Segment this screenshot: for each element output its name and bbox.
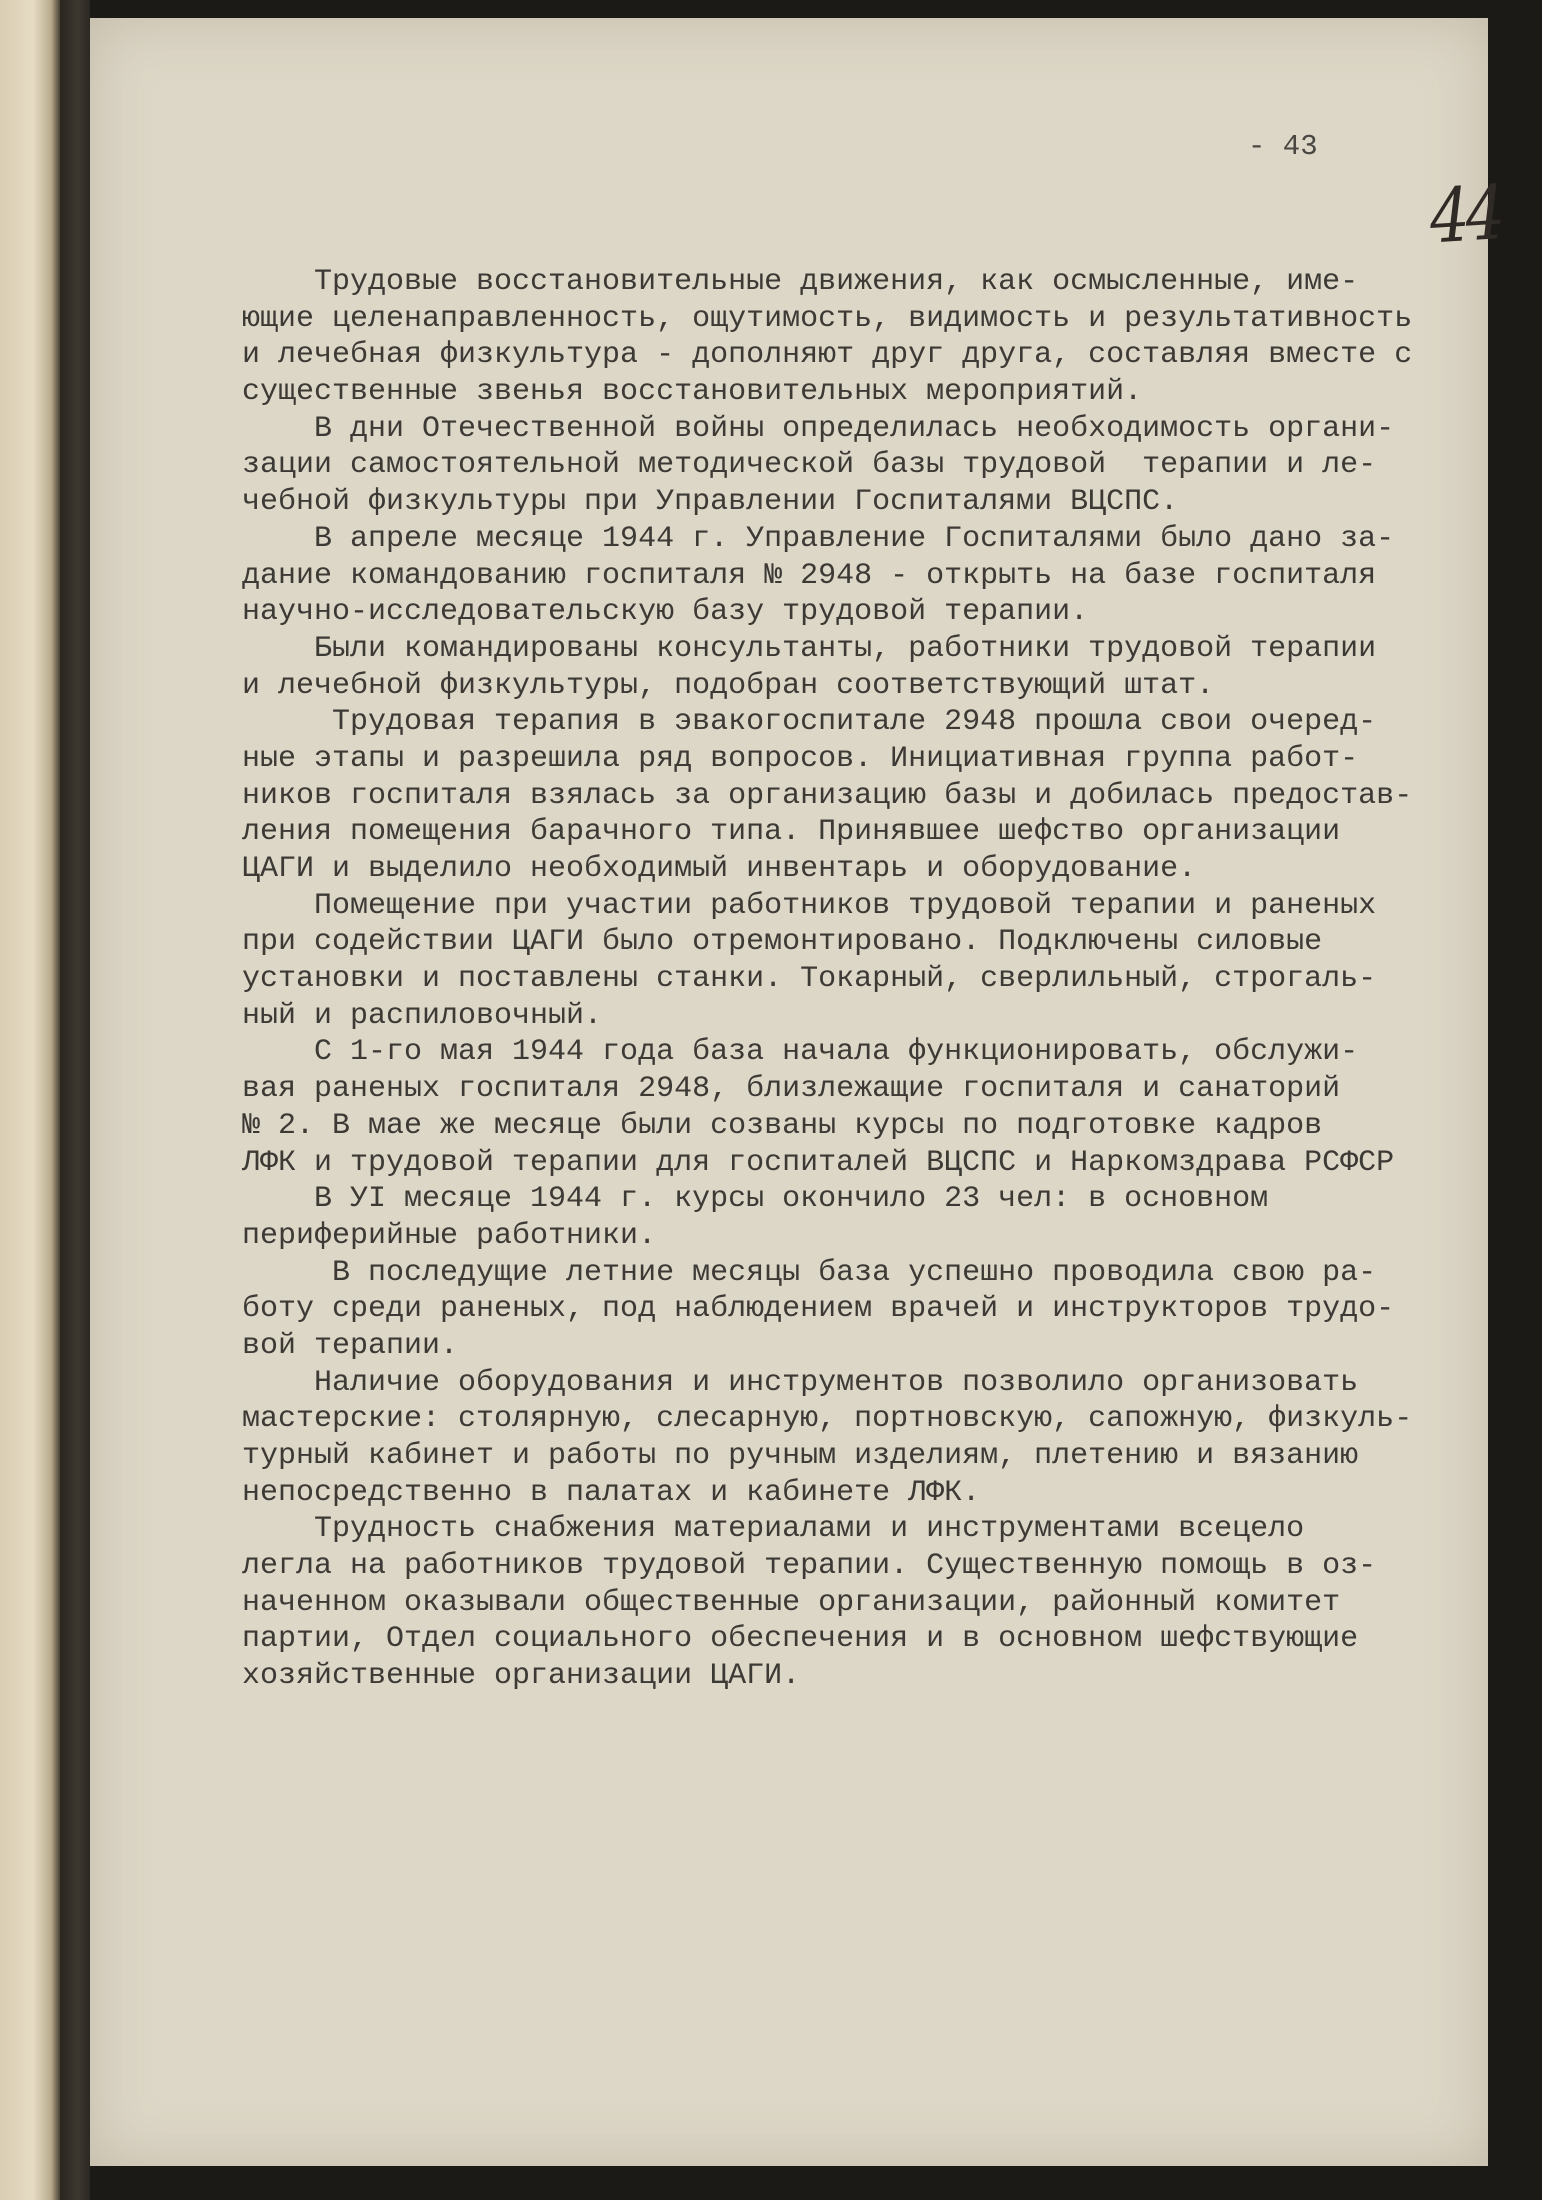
text-line: ников госпиталя взялась за организацию базы и добилась предостав- xyxy=(242,778,1413,813)
text-line: турный кабинет и работы по ручным изделиям, плетению и вязанию xyxy=(242,1439,1359,1473)
text-line: вой терапии. xyxy=(242,1328,459,1363)
text-line: и лечебной физкультуры, подобран соответствующий штат. xyxy=(242,668,1215,703)
text-line: Трудовые восстановительные движения, как осмысленные, име- xyxy=(242,265,1359,299)
paragraph xyxy=(242,521,1462,631)
text-line: боту среди раненых, под наблюдением врачей и инструкторов трудо- xyxy=(242,1292,1395,1327)
text-line: при содействии ЦАГИ было отремонтировано. Подключены силовые xyxy=(242,925,1323,960)
text-line: Были командированы консультанты, работники трудовой терапии xyxy=(242,631,1377,666)
text-line: чебной физкультуры при Управлении Госпиталями ВЦСПС. xyxy=(242,485,1179,520)
text-line: легла на работников трудовой терапии. Существенную помощь в оз- xyxy=(242,1549,1377,1584)
text-line: Наличие оборудования и инструментов позволило организовать xyxy=(242,1365,1359,1400)
text-line: наченном оказывали общественные организации, районный комитет xyxy=(242,1585,1341,1620)
paragraph xyxy=(242,888,1462,1035)
text-line: и лечебная физкультура - дополняют друг друга, составляя вместе с xyxy=(242,338,1413,373)
text-line: ющие целенаправленность, ощутимость, видимость и результативность xyxy=(242,301,1413,336)
text-line: непосредственно в палатах и кабинете ЛФК. xyxy=(242,1475,981,1510)
text-line: В УI месяце 1944 г. курсы окончило 23 чел: в основном xyxy=(242,1182,1269,1217)
paragraph xyxy=(242,1034,1462,1254)
text-line: Трудность снабжения материалами и инструментами всецело xyxy=(242,1512,1305,1547)
binding-gutter xyxy=(60,0,90,2200)
text-line: С 1-го мая 1944 года база начала функционировать, обслужи- xyxy=(242,1035,1359,1070)
text-line: В апреле месяце 1944 г. Управление Госпиталями было дано за- xyxy=(242,521,1395,556)
previous-page-edge xyxy=(0,0,60,2200)
text-line: зации самостоятельной методической базы трудовой терапии и ле- xyxy=(242,448,1377,483)
text-line: дание командованию госпиталя № 2948 - открыть на базе госпиталя xyxy=(242,558,1377,593)
text-line: ные этапы и разрешила ряд вопросов. Инициативная группа работ- xyxy=(242,741,1359,776)
paragraph xyxy=(242,1365,1462,1512)
text-line: установки и поставлены станки. Токарный, сверлильный, строгаль- xyxy=(242,962,1377,997)
document-body xyxy=(242,264,1462,1695)
text-line: научно-исследовательскую базу трудовой терапии. xyxy=(242,595,1089,630)
text-line: Трудовая терапия в эвакогоспитале 2948 прошла свои очеред- xyxy=(242,705,1377,740)
text-line: хозяйственные организации ЦАГИ. xyxy=(242,1659,801,1694)
paragraph xyxy=(242,1255,1462,1365)
text-line: В последущие летние месяцы база успешно проводила свою ра- xyxy=(242,1255,1377,1290)
text-line: существенные звенья восстановительных мероприятий. xyxy=(242,375,1143,410)
text-line: В дни Отечественной войны определилась необходимость органи- xyxy=(242,411,1395,446)
paragraph xyxy=(242,1511,1462,1694)
text-line: вая раненых госпиталя 2948, близлежащие госпиталя и санаторий xyxy=(242,1072,1341,1107)
text-line: ЦАГИ и выделило необходимый инвентарь и оборудование. xyxy=(242,852,1197,886)
text-line: Помещение при участии работников трудовой терапии и раненых xyxy=(242,888,1377,923)
text-line: ный и распиловочный. xyxy=(242,998,603,1033)
text-line: ления помещения барачного типа. Принявшее шефство организации xyxy=(242,815,1341,850)
paragraph xyxy=(242,264,1462,411)
text-line: ЛФК и трудовой терапии для госпиталей ВЦСПС и Наркомздрава РСФСР xyxy=(242,1145,1395,1180)
paragraph xyxy=(242,704,1462,887)
paragraph xyxy=(242,411,1462,521)
paragraph xyxy=(242,631,1462,704)
text-line: мастерские: столярную, слесарную, портновскую, сапожную, физкуль- xyxy=(242,1402,1413,1437)
text-line: партии, Отдел социального обеспечения и в основном шефствующие xyxy=(242,1622,1359,1657)
archive-folio-number: 44 xyxy=(1428,168,1503,261)
page-number: - 43 xyxy=(1248,130,1318,163)
text-line: периферийные работники. xyxy=(242,1218,657,1253)
text-line: № 2. В мае же месяце были созваны курсы по подготовке кадров xyxy=(242,1108,1323,1143)
